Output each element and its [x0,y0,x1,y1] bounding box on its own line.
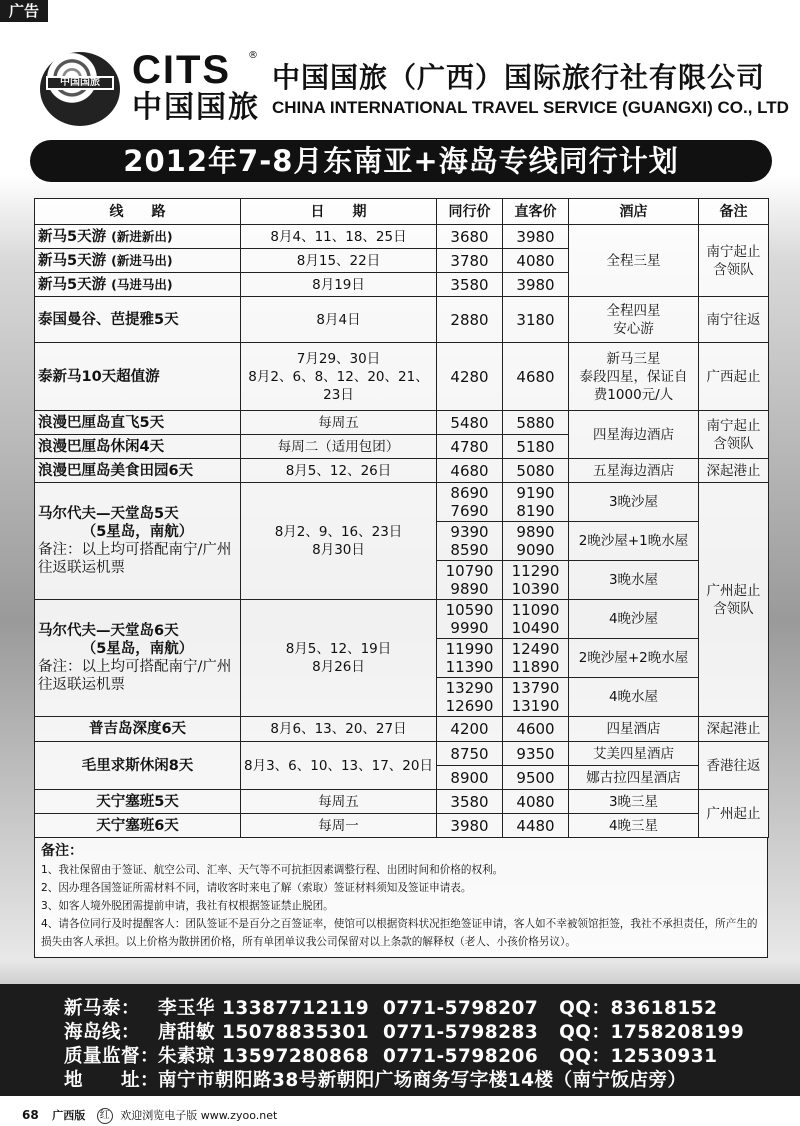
table-row [35,297,769,343]
table-row [35,343,769,411]
contact-mobile: 13597280868 [221,1046,370,1067]
price-value: 9890 [516,523,555,541]
date-line: 8月2、6、8、12、20、21、 [248,368,429,385]
peer-price: 3680 [437,225,503,249]
price-value: 11990 [445,640,494,658]
page-footer [0,1104,800,1126]
date-cell: 8月4、11、18、25日 [241,225,437,249]
address-row [64,1069,800,1093]
table-row [35,814,769,838]
hotel-cell: 四星海边酒店 [569,411,699,459]
company-name-en: CHINA INTERNATIONAL TRAVEL SERVICE (GUANGXI) CO., LTD [272,98,789,117]
date-line: 8月30日 [312,542,365,558]
peer-price: 4280 [437,343,503,411]
direct-price: 4080 [503,249,569,273]
direct-price: 3980 [503,273,569,297]
registered-mark: ® [248,50,258,61]
table-row [35,411,769,435]
date-cell: 8月6、13、20、27日 [241,717,437,742]
table-row [35,225,769,249]
peer-price: 4680 [437,459,503,483]
hotel-line: 全程四星 [606,302,661,319]
remark-item: 1、我社保留由于签证、航空公司、汇率、天气等不可抗拒因素调整行程、出团时间和价格的权利。 [41,864,504,876]
contact-label: 质量监督： [64,1046,160,1067]
price-value: 9190 [516,484,555,502]
hotel-line: 费1000元/人 [593,386,674,403]
note-cell [699,411,769,459]
route-cell [35,600,241,717]
date-cell: 每周五 [241,790,437,814]
note-cell [699,225,769,297]
contact-name: 唐甜敏 [158,1022,216,1043]
hotel-cell: 2晚沙屋+1晚水屋 [569,522,699,561]
peer-price: 5480 [437,411,503,435]
date-line: 8月26日 [312,659,365,675]
date-cell: 8月5、12、26日 [241,459,437,483]
peer-price: 3580 [437,273,503,297]
ad-tag: 广告 [0,0,48,22]
route-remark: 备注：以上均可搭配南宁/广州往返联运机票 [38,542,232,576]
cits-logo [40,48,260,128]
contact-qq: QQ：1758208199 [559,1022,745,1043]
remark-item: 3、如客人境外脱团需提前申请，我社有权根据签证禁止脱团。 [41,900,334,912]
peer-price [437,483,503,522]
date-line: 23日 [323,386,354,403]
col-header-peer-price: 同行价 [437,199,503,225]
address-label: 地 址： [64,1070,160,1091]
price-value: 10390 [511,580,560,598]
route-line: （5星岛，南航） [81,641,194,657]
hotel-line: 安心游 [613,320,654,337]
contact-qq: QQ：12530931 [559,1046,718,1067]
direct-price: 4680 [503,343,569,411]
page-number: 68 [22,1108,39,1122]
note-cell: 香港往返 [699,742,769,790]
company-header [0,40,800,130]
note-line: 含领队 [713,435,754,452]
note-cell: 广州起止 [699,790,769,838]
date-cell: 8月3、6、10、13、17、20日 [241,742,437,790]
itinerary-table-wrap [34,198,768,958]
company-name-cn: 中国国旅（广西）国际旅行社有限公司 [272,61,766,94]
direct-price: 9350 [503,742,569,766]
direct-price [503,483,569,522]
route-cell: 天宁塞班6天 [35,814,241,838]
price-value: 11390 [445,658,494,676]
direct-price: 9500 [503,766,569,790]
date-cell: 每周二（适用包团） [241,435,437,459]
price-value: 11090 [511,601,560,619]
contact-mobile: 13387712119 [221,998,370,1019]
hotel-cell: 四星酒店 [569,717,699,742]
route-cell [35,483,241,600]
direct-price: 4480 [503,814,569,838]
note-cell [699,483,769,717]
route-line: （5星岛，南航） [81,524,194,540]
route-name: 新马5天游 [38,228,107,245]
date-line: 8月5、12、19日 [285,641,392,657]
logo-band-text: 中国国旅 [46,76,114,90]
price-value: 10490 [511,619,560,637]
date-line: 7月29、30日 [296,350,381,367]
edition-label: 广西版 [52,1109,86,1122]
direct-price: 4080 [503,790,569,814]
route-sub: (新进新出) [111,228,173,244]
price-value: 13290 [445,679,494,697]
route-cell: 浪漫巴厘岛休闲4天 [35,435,241,459]
remark-item: 4、请各位同行及时提醒客人：团队签证不是百分之百签证率，使馆可以根据资料状况拒绝签证申请，客人如不幸被领馆拒签，我社不承担责任，所产生的损失由客人承担。以上价格为散拼团价格，所有单团单议我公司保留对以上条款的解释权（老人、小孩价格另议）。 [41,918,758,948]
note-cell: 南宁往返 [699,297,769,343]
peer-price [437,561,503,600]
price-value: 11890 [511,658,560,676]
contact-qq: QQ：83618152 [559,998,718,1019]
hong-logo-icon: 红 [97,1108,113,1124]
direct-price [503,561,569,600]
peer-price [437,522,503,561]
hotel-cell: 4晚水屋 [569,678,699,717]
route-sub: (新进马出) [111,252,173,268]
note-line: 南宁起止 [706,417,761,434]
peer-price: 4780 [437,435,503,459]
price-value: 9390 [450,523,489,541]
price-value: 10590 [445,601,494,619]
contact-label: 新马泰： [64,998,141,1019]
hotel-cell: 五星海边酒店 [569,459,699,483]
direct-price: 4600 [503,717,569,742]
contact-row [64,1021,800,1045]
route-line: 马尔代夫—天堂岛6天 [38,623,179,639]
date-cell [241,483,437,600]
hotel-line: 泰段四星，保证自 [579,368,688,385]
note-line: 南宁起止 [706,243,761,260]
hotel-line: 新马三星 [606,350,661,367]
route-cell: 泰新马10天超值游 [35,343,241,411]
col-header-date: 日 期 [241,199,437,225]
price-value: 9990 [450,619,489,637]
note-cell: 广西起止 [699,343,769,411]
date-cell: 8月19日 [241,273,437,297]
route-cell [35,249,241,273]
contact-row [64,1045,800,1069]
price-value: 10790 [445,562,494,580]
date-cell: 8月15、22日 [241,249,437,273]
date-cell: 每周一 [241,814,437,838]
remarks-section [34,838,768,958]
col-header-route: 线 路 [35,199,241,225]
note-line: 含领队 [713,261,754,278]
note-line: 广州起止 [706,582,761,599]
table-row [35,790,769,814]
price-value: 8190 [516,502,555,520]
date-cell [241,600,437,717]
route-cell: 天宁塞班5天 [35,790,241,814]
contact-phone: 0771-5798206 [382,1046,539,1067]
hotel-cell: 3晚三星 [569,790,699,814]
date-cell: 8月4日 [241,297,437,343]
hotel-cell [569,297,699,343]
direct-price: 5180 [503,435,569,459]
peer-price: 4200 [437,717,503,742]
price-value: 9090 [516,541,555,559]
route-cell: 浪漫巴厘岛美食田园6天 [35,459,241,483]
direct-price [503,522,569,561]
table-row [35,742,769,766]
price-value: 8690 [450,484,489,502]
date-cell: 每周五 [241,411,437,435]
price-value: 13790 [511,679,560,697]
peer-price [437,678,503,717]
col-header-direct-price: 直客价 [503,199,569,225]
table-row [35,600,769,639]
contact-phone: 0771-5798283 [382,1022,539,1043]
hotel-cell: 娜古拉四星酒店 [569,766,699,790]
note-cell: 深起港止 [699,717,769,742]
peer-price: 3980 [437,814,503,838]
page-title: 2012年7-8月东南亚+海岛专线同行计划 [30,140,772,182]
contact-name: 李玉华 [158,998,216,1019]
note-cell: 深起港止 [699,459,769,483]
peer-price: 2880 [437,297,503,343]
col-header-hotel: 酒店 [569,199,699,225]
price-value: 8590 [450,541,489,559]
col-header-note: 备注 [699,199,769,225]
table-row [35,717,769,742]
price-value: 9890 [450,580,489,598]
route-cell: 浪漫巴厘岛直飞5天 [35,411,241,435]
remarks-title: 备注： [41,843,83,859]
remark-item: 2、因办理各国签证所需材料不同，请收客时来电了解（索取）签证材料须知及签证申请表。 [41,882,472,894]
route-cell [35,273,241,297]
address-value: 南宁市朝阳路38号新朝阳广场商务写字楼14楼（南宁饭店旁） [158,1070,687,1091]
direct-price: 3980 [503,225,569,249]
contact-phone: 0771-5798207 [382,998,539,1019]
price-value: 12490 [511,640,560,658]
route-cell: 泰国曼谷、芭提雅5天 [35,297,241,343]
hotel-cell: 3晚沙屋 [569,483,699,522]
price-value: 11290 [511,562,560,580]
logo-cits-text: CITS [132,48,232,92]
contact-block [0,984,800,1096]
date-line: 8月2、9、16、23日 [274,524,403,540]
note-line: 含领队 [713,600,754,617]
peer-price: 3580 [437,790,503,814]
hotel-cell [569,343,699,411]
date-cell [241,343,437,411]
peer-price [437,600,503,639]
route-remark: 备注：以上均可搭配南宁/广州往返联运机票 [38,659,232,693]
hotel-cell: 4晚三星 [569,814,699,838]
itinerary-table [34,198,769,838]
direct-price [503,639,569,678]
peer-price: 3780 [437,249,503,273]
hotel-cell: 全程三星 [569,225,699,297]
peer-price: 8900 [437,766,503,790]
route-cell: 普吉岛深度6天 [35,717,241,742]
footer-link-text[interactable]: 欢迎浏览电子版 www.zyoo.net [120,1109,278,1122]
contact-mobile: 15078835301 [221,1022,370,1043]
contact-name: 朱素琼 [158,1046,216,1067]
direct-price: 5080 [503,459,569,483]
table-row [35,483,769,522]
route-cell [35,225,241,249]
price-value: 13190 [511,697,560,715]
direct-price [503,678,569,717]
table-row [35,459,769,483]
route-sub: (马进马出) [111,276,173,292]
peer-price [437,639,503,678]
table-header-row [35,199,769,225]
hotel-cell: 3晚水屋 [569,561,699,600]
price-value: 7690 [450,502,489,520]
contact-row [64,997,800,1021]
route-cell: 毛里求斯休闲8天 [35,742,241,790]
route-line: 马尔代夫—天堂岛5天 [38,506,179,522]
hotel-cell: 2晚沙屋+2晚水屋 [569,639,699,678]
direct-price: 3180 [503,297,569,343]
peer-price: 8750 [437,742,503,766]
route-name: 新马5天游 [38,276,107,293]
price-value: 12690 [445,697,494,715]
hotel-cell: 4晚沙屋 [569,600,699,639]
logo-cn-text: 中国国旅 [132,90,260,125]
hotel-cell: 艾美四星酒店 [569,742,699,766]
direct-price [503,600,569,639]
contact-label: 海岛线： [64,1022,141,1043]
direct-price: 5880 [503,411,569,435]
route-name: 新马5天游 [38,252,107,269]
